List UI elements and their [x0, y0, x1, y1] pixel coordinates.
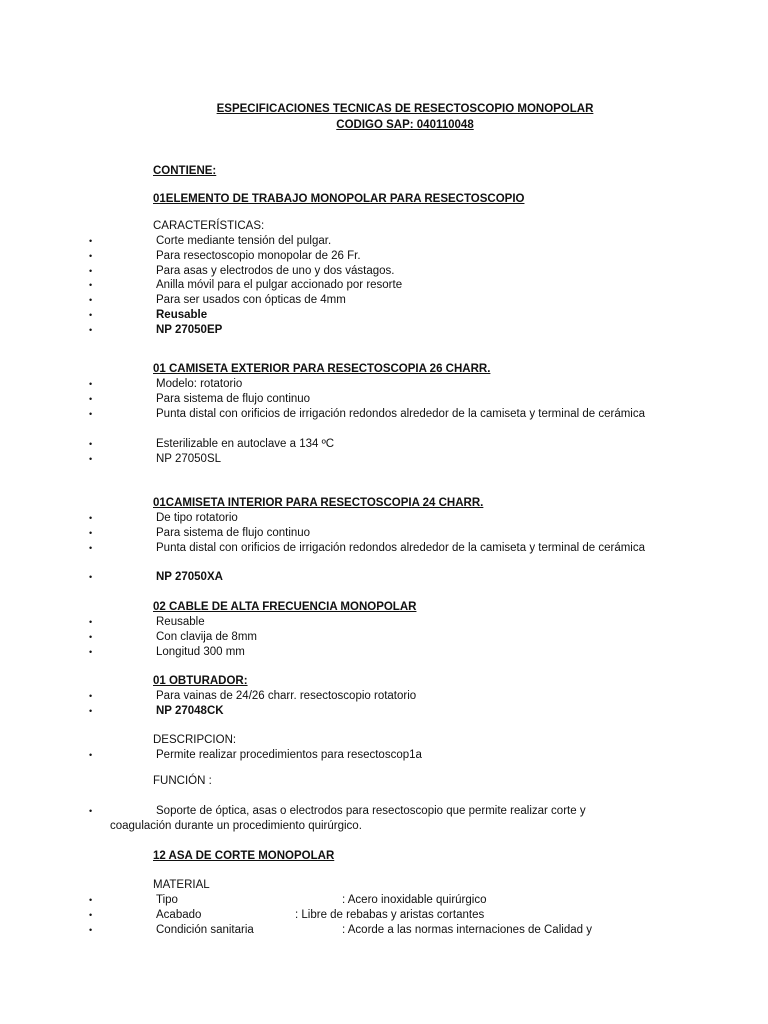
bullet: • [89, 632, 93, 642]
bullet: • [89, 617, 93, 627]
section-heading: 01 OBTURADOR: [153, 675, 248, 687]
descripcion-label: DESCRIPCION: [153, 734, 237, 746]
section-heading: 01 CAMISETA EXTERIOR PARA RESECTOSCOPIA 26 CHARR. [153, 363, 491, 375]
spec-label: Tipo [156, 894, 178, 906]
spec-value: : Acero inoxidable quirúrgico [342, 894, 487, 906]
bullet: • [89, 572, 93, 582]
section-heading: 02 CABLE DE ALTA FRECUENCIA MONOPOLAR [153, 601, 417, 613]
section-heading: 01ELEMENTO DE TRABAJO MONOPOLAR PARA RESECTOSCOPIO [153, 193, 525, 205]
list-item: NP 27050EP [156, 324, 223, 336]
bullet: • [89, 513, 93, 523]
list-item: NP 27048CK [156, 705, 224, 717]
bullet: • [89, 409, 93, 419]
list-item: NP 27050SL [156, 453, 222, 465]
spec-value: : Acorde a las normas internaciones de Calidad y [342, 924, 592, 936]
bullet: • [89, 806, 93, 816]
bullet: • [89, 251, 93, 261]
list-item: Permite realizar procedimientos para resectoscop1a [156, 749, 422, 761]
section-subheading: CARACTERÍSTICAS: [153, 220, 265, 232]
list-item: Soporte de óptica, asas o electrodos para resectoscopio que permite realizar corte y coagulación durante un procedimiento quirúrgico. [110, 805, 586, 832]
spec-label: Condición sanitaria [156, 924, 254, 936]
bullet: • [89, 295, 93, 305]
contiene-label: CONTIENE: [153, 165, 217, 177]
list-item: Modelo: rotatorio [156, 378, 243, 390]
list-item: Con clavija de 8mm [156, 631, 257, 643]
section-heading: 01CAMISETA INTERIOR PARA RESECTOSCOPIA 24 CHARR. [153, 497, 484, 509]
list-item: Corte mediante tensión del pulgar. [156, 235, 332, 247]
bullet: • [89, 691, 93, 701]
section-subheading: MATERIAL [153, 879, 210, 891]
document-subtitle: CODIGO SAP: 040110048 [336, 119, 474, 131]
bullet: • [89, 543, 93, 553]
bullet: • [89, 310, 93, 320]
list-item: Reusable [156, 309, 208, 321]
bullet: • [89, 750, 93, 760]
list-item: De tipo rotatorio [156, 512, 238, 524]
bullet: • [89, 280, 93, 290]
section-heading: 12 ASA DE CORTE MONOPOLAR [153, 850, 335, 862]
bullet: • [89, 454, 93, 464]
bullet: • [89, 439, 93, 449]
bullet: • [89, 325, 93, 335]
list-item: Reusable [156, 616, 205, 628]
list-item: Para sistema de flujo continuo [156, 393, 311, 405]
bullet: • [89, 266, 93, 276]
list-item: Para vainas de 24/26 charr. resectoscopio rotatorio [156, 690, 417, 702]
document-title: ESPECIFICACIONES TECNICAS DE RESECTOSCOPIO MONOPOLAR [216, 103, 594, 115]
bullet: • [89, 236, 93, 246]
list-item: Para resectoscopio monopolar de 26 Fr. [156, 250, 361, 262]
list-item: Anilla móvil para el pulgar accionado por resorte [156, 279, 403, 291]
list-item: Para sistema de flujo continuo [156, 527, 311, 539]
list-item: Esterilizable en autoclave a 134 ºC [156, 438, 335, 450]
list-item: Para asas y electrodos de uno y dos vástagos. [156, 265, 395, 277]
funcion-label: FUNCIÓN : [153, 775, 212, 787]
bullet: • [89, 394, 93, 404]
bullet: • [89, 379, 93, 389]
bullet: • [89, 706, 93, 716]
bullet: • [89, 647, 93, 657]
bullet: • [89, 925, 93, 935]
bullet: • [89, 910, 93, 920]
list-item: Para ser usados con ópticas de 4mm [156, 294, 346, 306]
bullet: • [89, 895, 93, 905]
list-item: NP 27050XA [156, 571, 223, 583]
list-item: Longitud 300 mm [156, 646, 245, 658]
list-item: Punta distal con orificios de irrigación redondos alrededor de la camiseta y terminal de cerámica [156, 542, 645, 554]
list-item: Punta distal con orificios de irrigación redondos alrededor de la camiseta y terminal de cerámica [156, 408, 645, 420]
spec-value: : Libre de rebabas y aristas cortantes [295, 909, 485, 921]
bullet: • [89, 528, 93, 538]
spec-label: Acabado [156, 909, 202, 921]
